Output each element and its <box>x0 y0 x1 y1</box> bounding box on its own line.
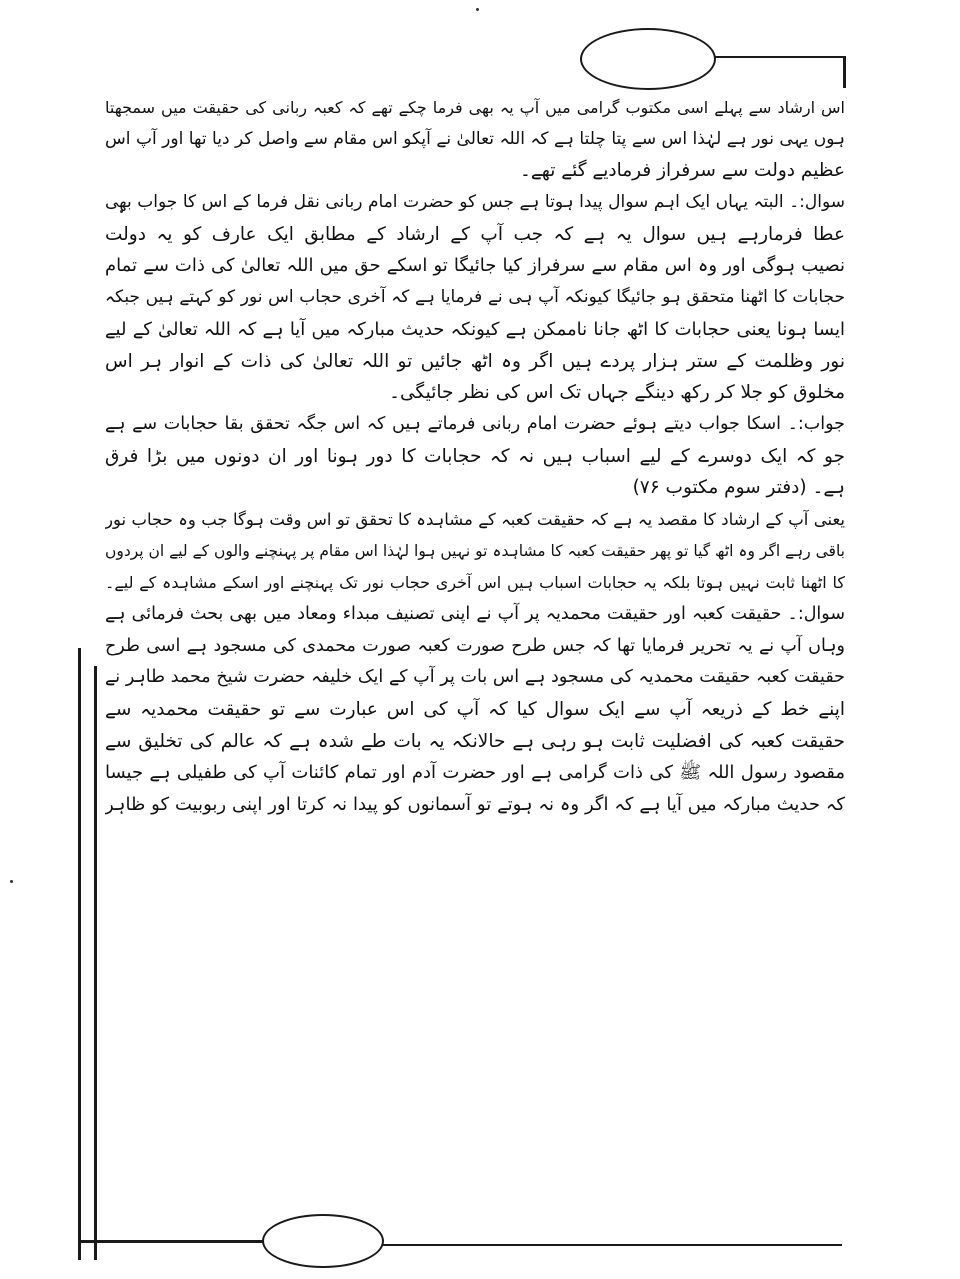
text-line-4: سوال:۔ البتہ یہاں ایک اہم سوال پیدا ہوتا ہے جس کو حضرت امام ربانی نقل فرما کے اس کا جواب بھی <box>105 192 845 213</box>
left-border-outer <box>78 648 81 1260</box>
text-line-14: یعنی آپ کے ارشاد کا مقصد یہ ہے کہ حقیقت کعبہ کے مشاہدہ کا تحقق تو اس وقت ہوگا جب وہ حجاب نور <box>105 509 845 529</box>
text-line-22: مقصود رسول اللہ ﷺ کی ذات گرامی ہے اور حضرت آدم اور تمام کائنات آپ کی طفیلی ہے جیسا <box>105 762 845 784</box>
text-line-19: حقیقت کعبہ حقیقت محمدیہ کی مسجود ہے اس بات پر آپ کے ایک خلیفہ حضرت شیخ محمد طاہر نے <box>105 667 845 688</box>
text-line-1: اس ارشاد سے پہلے اسی مکتوب گرامی میں آپ یہ بھی فرما چکے تھے کہ کعبہ ربانی کی حقیقت میں سمجھتا <box>105 98 845 117</box>
right-border <box>843 56 846 88</box>
text-line-18: وہاں آپ نے یہ تحریر فرمایا تھا کہ جس طرح صورت کعبہ صورت محمدی کی مسجود ہے اسی طرح <box>105 635 845 656</box>
text-line-20: اپنے خط کے ذریعہ آپ سے ایک سوال کیا کہ آپ کی اس عبارت سے تو حقیقت محمدیہ سے <box>105 699 845 721</box>
text-line-15: باقی رہے اگر وہ اٹھ گیا تو پھر حقیقت کعبہ کا مشاہدہ تو نہیں ہوا لہٰذا اس مقام پر پہنچنے والوں کے لیے ان پردوں <box>105 541 845 560</box>
text-line-21: حقیقت کعبہ کی افضلیت ثابت ہو رہی ہے حالانکہ یہ بات طے شدہ ہے کہ عالم کی تخلیق سے <box>105 730 845 752</box>
text-line-23: کہ حدیث مبارکہ میں آیا ہے کہ اگر وہ نہ ہوتے تو آسمانوں کو پیدا نہ کرتا اور اپنی ربوبیت کو ظاہر <box>105 794 845 816</box>
text-line-11: جواب:۔ اسکا جواب دیتے ہوئے حضرت امام ربانی فرماتے ہیں کہ اس جگہ تحقق بقا حجابات سے ہے <box>105 413 845 434</box>
body-text <box>105 92 845 821</box>
scan-speck <box>10 880 13 883</box>
scan-speck <box>476 8 479 11</box>
text-line-12: جو کہ ایک دوسرے کے لیے اسباب ہیں نہ کہ حجابات کا دور ہونا اور ان دونوں میں بڑا فرق <box>105 445 845 467</box>
text-line-13: ہے۔ (دفتر سوم مکتوب ۷۶) <box>632 477 845 499</box>
text-line-2: ہوں یہی نور ہے لہٰذا اس سے پتا چلتا ہے کہ اللہ تعالیٰ نے آپکو اس مقام سے واصل کر دیا تھا اور آپ اس <box>105 128 845 149</box>
text-line-9: نور وظلمت کے ستر ہزار پردے ہیں اگر وہ اٹھ جائیں تو اللہ تعالیٰ کی ذات کے انوار ہر اس <box>105 350 845 372</box>
text-line-6: نصیب ہوگی اور وہ اس مقام سے سرفراز کیا جائیگا تو اسکے حق میں اللہ تعالیٰ کی ذات سے تمام <box>105 255 845 277</box>
text-line-5: عطا فرمارہے ہیں سوال یہ ہے کہ جب آپ کے ارشاد کے مطابق ایک عارف کو یہ دولت <box>105 223 845 245</box>
top-page-oval <box>580 28 716 90</box>
bottom-page-oval <box>262 1214 384 1268</box>
text-line-3: عظیم دولت سے سرفراز فرمادیے گئے تھے۔ <box>520 160 845 182</box>
left-border-inner <box>94 666 97 1260</box>
text-line-10: مخلوق کو جلا کر رکھ دینگے جہاں تک اس کی نظر جائیگی۔ <box>389 382 845 404</box>
text-line-16: کا اٹھنا ثابت نہیں ہوتا بلکہ یہ حجابات اسباب ہیں اس آخری حجاب نور تک پہنچنے اور اسکے مشاہدہ کے لیے۔ <box>105 573 845 593</box>
bottom-border-line <box>78 1240 288 1243</box>
text-line-8: ایسا ہونا یعنی حجابات کا اٹھ جانا ناممکن ہے کیونکہ حدیث مبارکہ میں آیا ہے کہ اللہ تعالیٰ کے لیے <box>105 318 845 340</box>
text-line-17: سوال:۔ حقیقت کعبہ اور حقیقت محمدیہ پر آپ نے اپنی تصنیف مبداء ومعاد میں بھی بحث فرمائی ہے <box>105 604 845 624</box>
text-line-7: حجابات کا اٹھنا متحقق ہو جائیگا کیونکہ آپ ہی نے فرمایا ہے کہ آخری حجاب اس نور کو کہتے ہیں جبکہ <box>105 287 845 308</box>
bottom-border-line-right <box>362 1244 842 1246</box>
